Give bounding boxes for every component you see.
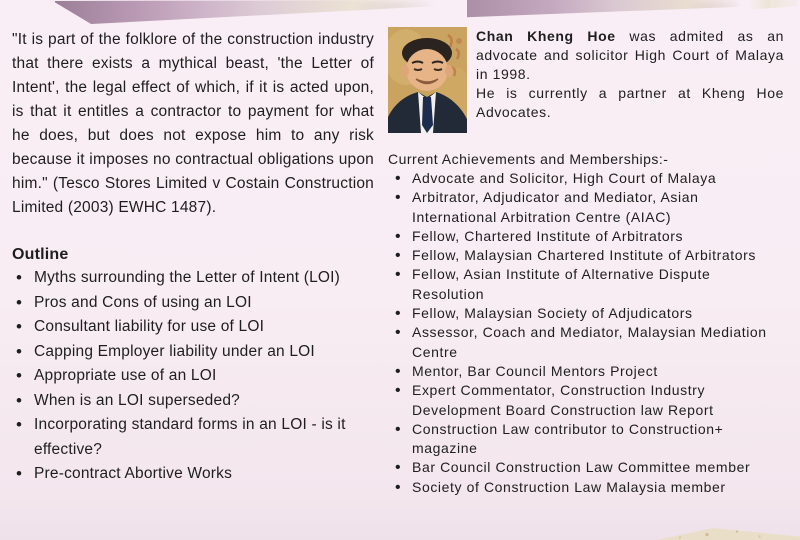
outline-item: • Consultant liability for use of LOI <box>34 315 374 340</box>
loi-quote-text: "It is part of the folklore of the construction industry that there exists a mythical beast, 'the Letter of Intent', the legal effect of which, if it is acted upon, is that it entitles a contractor to payment for what he does, but does not expose him to any risk because it imposes no contractual obligations upon him." (Tesco Stores Limited v Costain Construction Limited (2003) EWHC 1487). <box>12 31 374 216</box>
achievement-item: • Fellow, Malaysian Society of Adjudicators <box>412 304 780 323</box>
achievement-item: • Expert Commentator, Construction Industry Development Board Construction law Report <box>412 381 780 420</box>
achievement-item: • Advocate and Solicitor, High Court of Malaya <box>412 169 780 188</box>
right-column <box>388 27 792 497</box>
speaker-photo <box>388 27 467 133</box>
achievements-heading: Current Achievements and Memberships:- <box>388 151 669 167</box>
speaker-photo-art <box>388 27 467 133</box>
outline-item: • Myths surrounding the Letter of Intent (LOI) <box>34 266 374 291</box>
outline-item: • Pre-contract Abortive Works <box>34 462 374 487</box>
outline-item: • When is an LOI superseded? <box>34 389 374 414</box>
achievement-item: • Assessor, Coach and Mediator, Malaysian Mediation Centre <box>412 323 780 362</box>
left-column <box>12 28 374 487</box>
speaker-name: Chan Kheng Hoe <box>476 28 616 44</box>
achievement-item: • Fellow, Chartered Institute of Arbitrators <box>412 227 780 246</box>
bio-paragraph-2: He is currently a partner at Kheng Hoe Advocates. <box>476 85 784 120</box>
bio-paragraph-1 <box>476 27 784 84</box>
achievement-item: • Construction Law contributor to Construction+ magazine <box>412 420 780 459</box>
achievement-item: • Fellow, Asian Institute of Alternative Dispute Resolution <box>412 265 780 304</box>
outline-list <box>12 266 374 487</box>
bottom-right-card-decoration <box>650 528 800 540</box>
achievement-item: • Fellow, Malaysian Chartered Institute of Arbitrators <box>412 246 780 265</box>
outline-item: • Appropriate use of an LOI <box>34 364 374 389</box>
ribbon-top-corner-decoration <box>748 0 798 10</box>
outline-heading: Outline <box>12 246 69 263</box>
speaker-bio <box>476 27 784 133</box>
ribbon-top-right-decoration <box>467 0 742 20</box>
achievement-item: • Mentor, Bar Council Mentors Project <box>412 362 780 381</box>
achievement-item: • Society of Construction Law Malaysia member <box>412 478 780 497</box>
outline-item: • Capping Employer liability under an LOI <box>34 340 374 365</box>
outline-item: • Incorporating standard forms in an LOI - is it effective? <box>34 413 374 462</box>
outline-item: • Pros and Cons of using an LOI <box>34 291 374 316</box>
ribbon-top-left-decoration <box>55 0 435 24</box>
speaker-bio-section <box>388 27 792 133</box>
achievement-item: • Bar Council Construction Law Committee member <box>412 458 780 477</box>
achievement-item: • Arbitrator, Adjudicator and Mediator, Asian International Arbitration Centre (AIAC) <box>412 188 780 227</box>
achievements-list <box>388 169 780 497</box>
bio-sentence-1: was admited as an advocate and solicitor High Court of Malaya in 1998. <box>476 28 785 82</box>
